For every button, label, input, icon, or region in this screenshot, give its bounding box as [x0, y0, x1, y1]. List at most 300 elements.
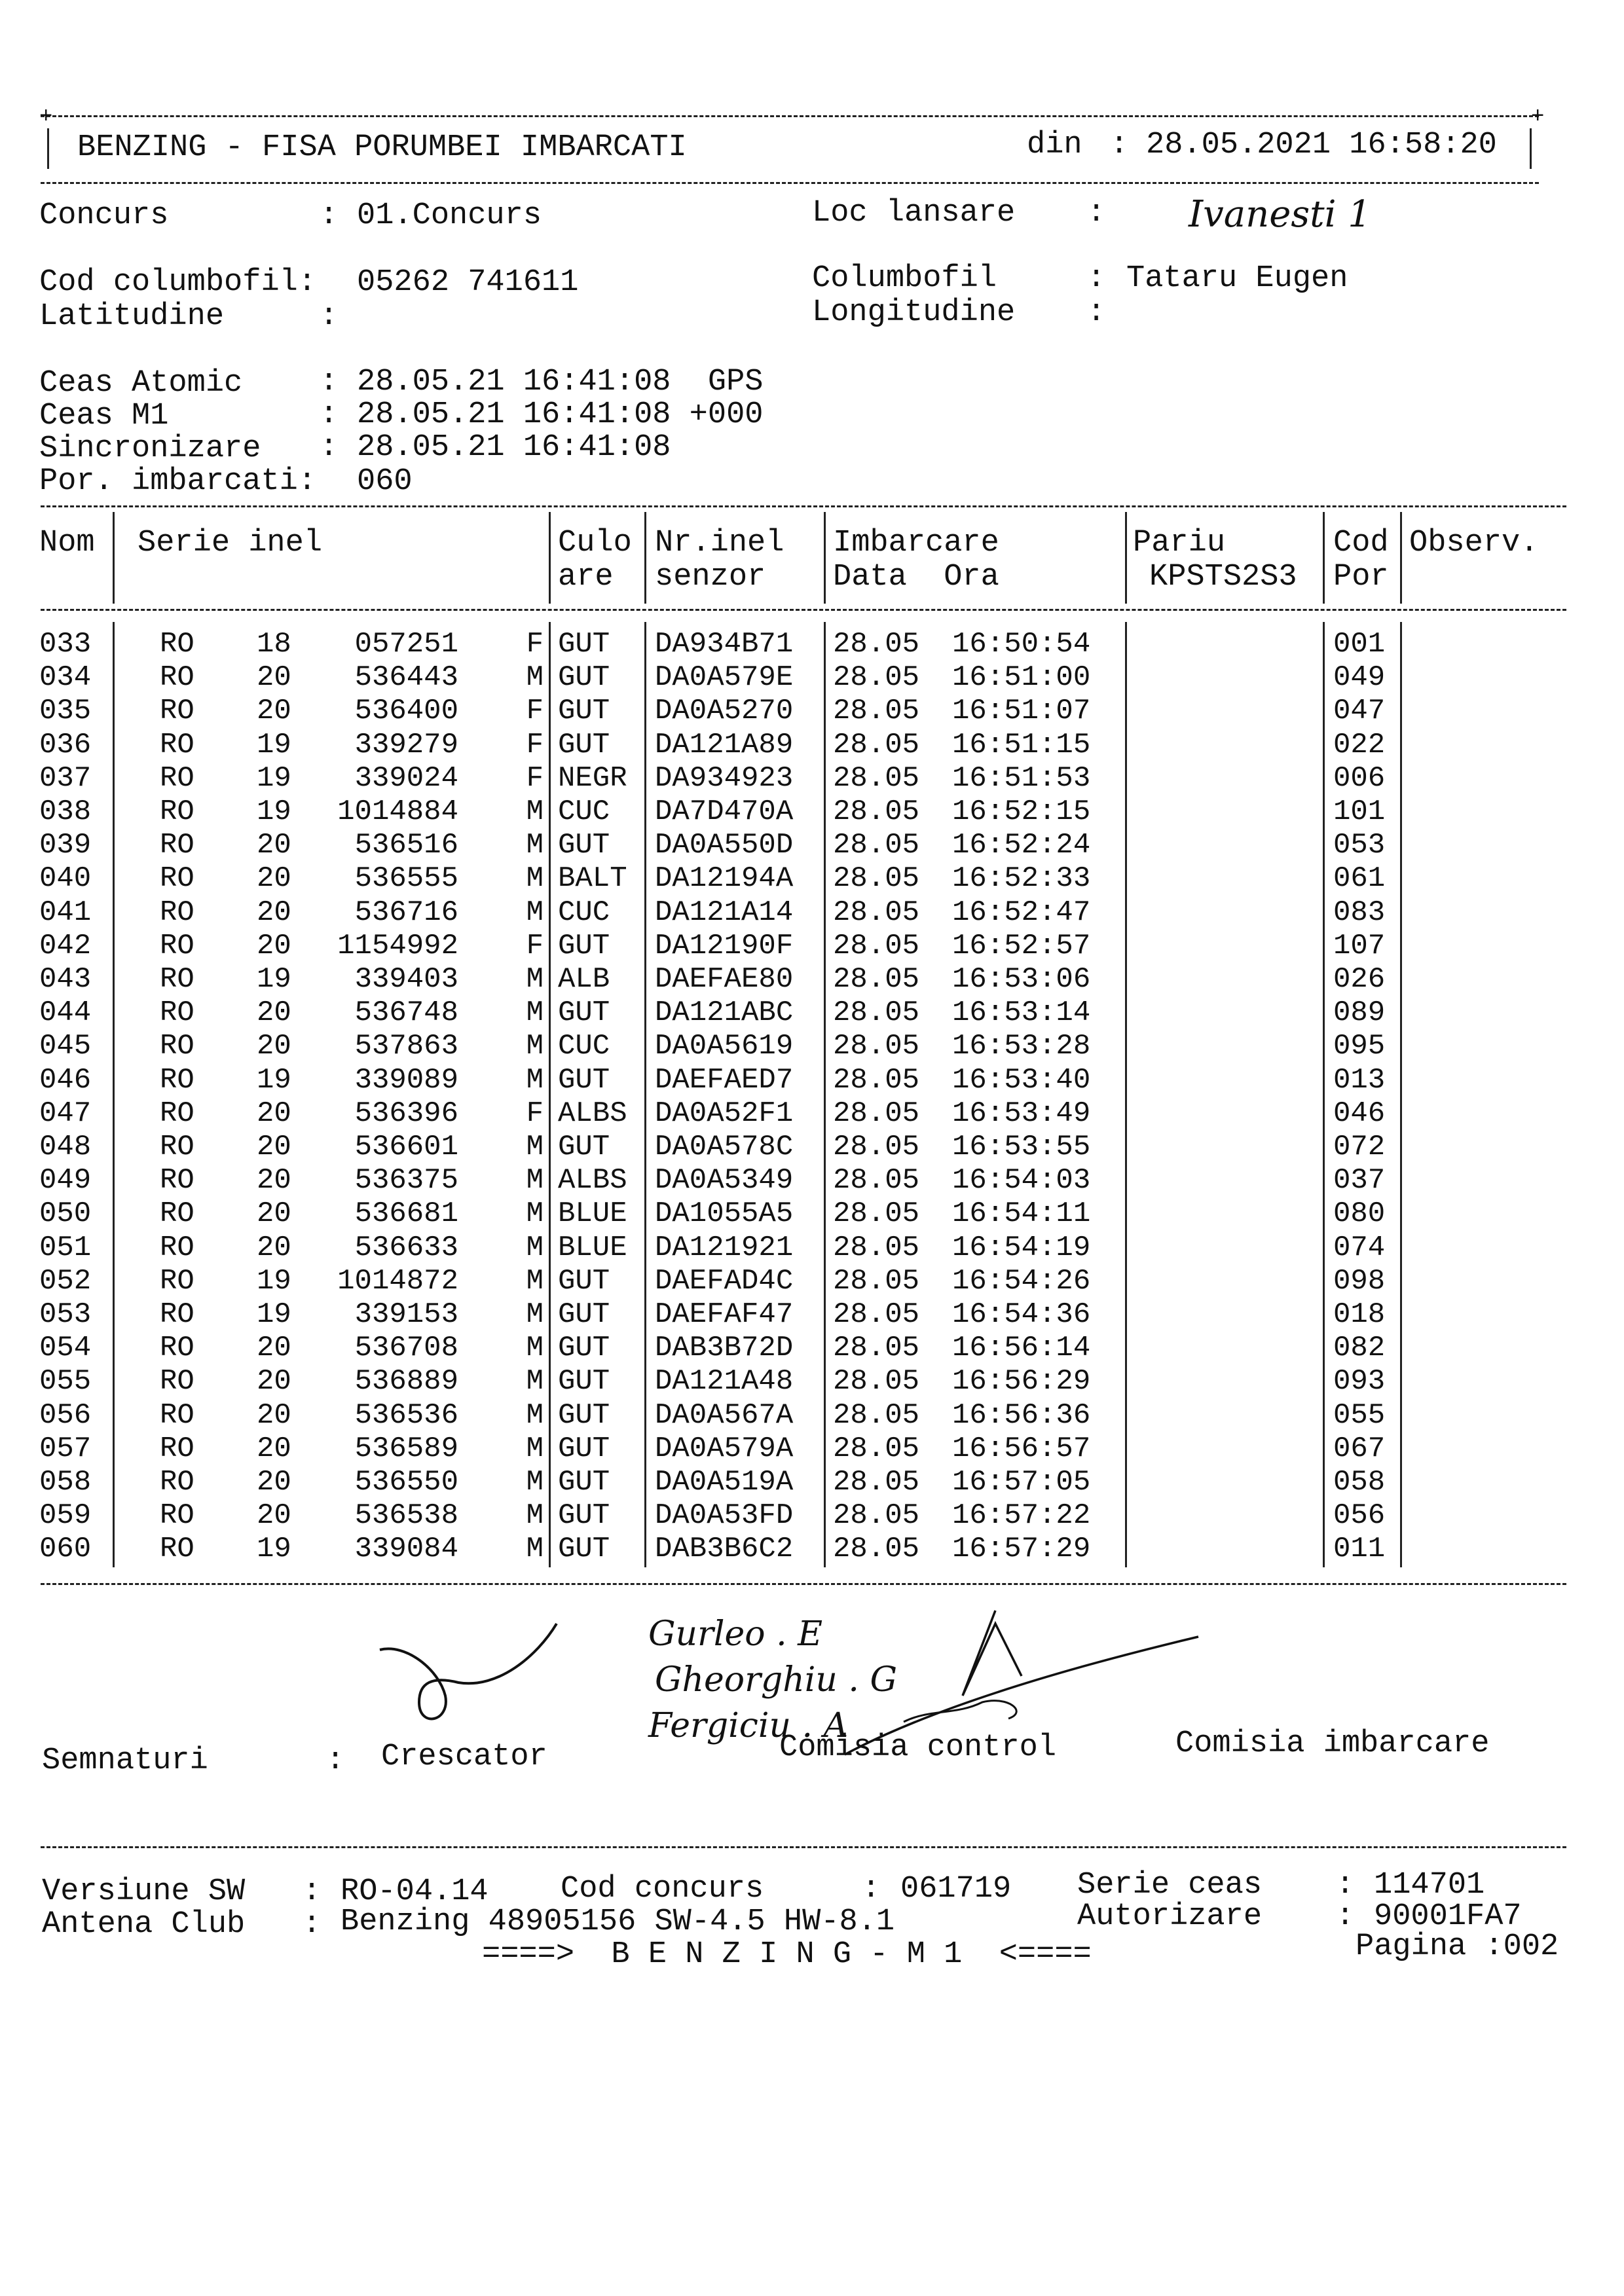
cell-senzor: DA0A5270 [655, 695, 794, 727]
cell-cod: 074 [1333, 1231, 1386, 1264]
cell-culoare: NEGR [558, 762, 627, 795]
por-imbarcati-value: 060 [357, 464, 413, 499]
cell-culoare: GUT [558, 930, 610, 962]
cell-cod: 083 [1333, 896, 1386, 929]
cell-nom: 034 [39, 661, 92, 694]
cell-sex: M [526, 1131, 544, 1163]
cell-ora: 16:54:26 [952, 1265, 1091, 1298]
column-divider [113, 512, 115, 604]
cell-tara: RO [160, 1533, 194, 1565]
cell-nr: 536708 [354, 1332, 458, 1364]
cell-data: 28.05 [833, 1332, 920, 1364]
cell-tara: RO [160, 1466, 194, 1499]
cell-nr: 536443 [354, 661, 458, 694]
cell-nom: 047 [39, 1097, 92, 1130]
cell-senzor: DAEFAED7 [655, 1064, 794, 1097]
cell-cod: 093 [1333, 1365, 1386, 1398]
cell-data: 28.05 [833, 862, 920, 895]
cell-nom: 038 [39, 795, 92, 828]
cell-cod: 072 [1333, 1131, 1386, 1163]
cell-senzor: DAEFAF47 [655, 1298, 794, 1331]
cell-sex: M [526, 1298, 544, 1331]
cell-nom: 037 [39, 762, 92, 795]
cell-an: 20 [257, 661, 291, 694]
cell-data: 28.05 [833, 795, 920, 828]
cell-nr: 339153 [354, 1298, 458, 1331]
cell-nr: 1154992 [337, 930, 458, 962]
cell-nom: 043 [39, 963, 92, 996]
cell-tara: RO [160, 896, 194, 929]
cell-ora: 16:56:14 [952, 1332, 1091, 1364]
column-divider [1400, 622, 1402, 1567]
cell-tara: RO [160, 1164, 194, 1197]
cell-ora: 16:53:28 [952, 1030, 1091, 1063]
cell-senzor: DA0A578C [655, 1131, 794, 1163]
column-divider [549, 622, 551, 1567]
cell-sex: M [526, 1432, 544, 1465]
cell-cod: 053 [1333, 829, 1386, 862]
cell-senzor: DAB3B6C2 [655, 1533, 794, 1565]
cell-culoare: CUC [558, 1030, 610, 1063]
cell-senzor: DA7D470A [655, 795, 794, 828]
cell-ora: 16:56:29 [952, 1365, 1091, 1398]
cell-culoare: GUT [558, 1365, 610, 1398]
cell-cod: 098 [1333, 1265, 1386, 1298]
cell-tara: RO [160, 1197, 194, 1230]
cell-data: 28.05 [833, 1432, 920, 1465]
cell-culoare: GUT [558, 695, 610, 727]
cell-culoare: GUT [558, 1499, 610, 1532]
cell-sex: M [526, 795, 544, 828]
comisia-control-label: Comisia control [779, 1730, 1057, 1765]
cell-nr: 339024 [354, 762, 458, 795]
handwritten-name: Fergiciu . A [648, 1706, 849, 1745]
sincronizare-value: 28.05.21 16:41:08 [357, 430, 671, 465]
column-divider [644, 512, 646, 604]
cell-senzor: DA0A579A [655, 1432, 794, 1465]
sincronizare-label: Sincronizare [39, 431, 261, 466]
column-divider [549, 512, 551, 604]
cell-senzor: DA0A567A [655, 1399, 794, 1432]
cell-data: 28.05 [833, 628, 920, 661]
cell-nom: 044 [39, 996, 92, 1029]
cell-senzor: DA0A5619 [655, 1030, 794, 1063]
cell-culoare: GUT [558, 729, 610, 761]
cell-an: 20 [257, 1231, 291, 1264]
autorizare-label: Autorizare [1077, 1899, 1263, 1934]
cell-data: 28.05 [833, 1064, 920, 1097]
cell-ora: 16:56:36 [952, 1399, 1091, 1432]
col-imbarcare-2: Data Ora [833, 560, 999, 594]
cell-ora: 16:57:22 [952, 1499, 1091, 1532]
cell-nr: 536633 [354, 1231, 458, 1264]
cell-tara: RO [160, 996, 194, 1029]
cell-nr: 536516 [354, 829, 458, 862]
cell-tara: RO [160, 1231, 194, 1264]
cell-sex: F [526, 729, 544, 761]
cell-cod: 018 [1333, 1298, 1386, 1331]
cell-nom: 040 [39, 862, 92, 895]
cell-nr: 536400 [354, 695, 458, 727]
versiune-label: Versiune SW [42, 1874, 246, 1909]
cell-culoare: GUT [558, 1432, 610, 1465]
cell-cod: 061 [1333, 862, 1386, 895]
corner-plus: + [39, 105, 53, 130]
cell-senzor: DA121A89 [655, 729, 794, 761]
cell-nr: 536889 [354, 1365, 458, 1398]
cell-culoare: GUT [558, 1533, 610, 1565]
col-imbarcare-1: Imbarcare [833, 526, 999, 560]
document-title: BENZING - FISA PORUMBEI IMBARCATI [77, 130, 687, 165]
loc-lansare-label: Loc lansare [812, 196, 1016, 230]
cell-culoare: CUC [558, 795, 610, 828]
cell-sex: M [526, 862, 544, 895]
cell-senzor: DA1055A5 [655, 1197, 794, 1230]
column-divider [824, 512, 826, 604]
column-divider [1125, 622, 1127, 1567]
cell-an: 20 [257, 1432, 291, 1465]
cell-senzor: DA0A52F1 [655, 1097, 794, 1130]
cell-tara: RO [160, 1030, 194, 1063]
cell-culoare: GUT [558, 1265, 610, 1298]
cell-an: 19 [257, 1265, 291, 1298]
col-nr-inel-2: senzor [655, 560, 766, 594]
cell-ora: 16:53:06 [952, 963, 1091, 996]
cell-tara: RO [160, 1332, 194, 1364]
cell-nr: 536550 [354, 1466, 458, 1499]
cell-tara: RO [160, 762, 194, 795]
cell-cod: 107 [1333, 930, 1386, 962]
cell-nom: 060 [39, 1533, 92, 1565]
cell-data: 28.05 [833, 762, 920, 795]
ceas-atomic-value: 28.05.21 16:41:08 GPS [357, 365, 764, 399]
cell-sex: M [526, 1197, 544, 1230]
cell-an: 20 [257, 1332, 291, 1364]
cell-data: 28.05 [833, 829, 920, 862]
cell-sex: M [526, 1365, 544, 1398]
cell-sex: F [526, 762, 544, 795]
cell-senzor: DA121921 [655, 1231, 794, 1264]
cell-an: 19 [257, 1533, 291, 1565]
cell-nom: 046 [39, 1064, 92, 1097]
cell-cod: 067 [1333, 1432, 1386, 1465]
cell-data: 28.05 [833, 1365, 920, 1398]
cell-an: 20 [257, 695, 291, 727]
semnaturi-label: Semnaturi [42, 1743, 208, 1778]
cell-culoare: GUT [558, 1064, 610, 1097]
header-right-bar [1530, 128, 1532, 169]
concurs-label: Concurs [39, 198, 169, 233]
cell-nom: 050 [39, 1197, 92, 1230]
cell-senzor: DA0A5349 [655, 1164, 794, 1197]
columbofil-label: Columbofil [812, 261, 997, 296]
cell-sex: M [526, 1332, 544, 1364]
cell-cod: 058 [1333, 1466, 1386, 1499]
cell-nr: 339089 [354, 1064, 458, 1097]
cell-nom: 053 [39, 1298, 92, 1331]
cell-cod: 101 [1333, 795, 1386, 828]
col-culoare-1: Culo [558, 526, 632, 560]
header-left-bar [47, 128, 49, 169]
cell-an: 20 [257, 1030, 291, 1063]
cell-nr: 1014872 [337, 1265, 458, 1298]
col-observ: Observ. [1409, 526, 1539, 560]
cell-sex: M [526, 1030, 544, 1063]
cell-sex: F [526, 695, 544, 727]
cell-cod: 047 [1333, 695, 1386, 727]
column-divider [1323, 512, 1325, 604]
cell-ora: 16:53:14 [952, 996, 1091, 1029]
cell-nr: 536748 [354, 996, 458, 1029]
cell-nom: 052 [39, 1265, 92, 1298]
cell-sex: M [526, 1064, 544, 1097]
cell-data: 28.05 [833, 963, 920, 996]
cell-senzor: DA0A519A [655, 1466, 794, 1499]
cell-ora: 16:52:57 [952, 930, 1091, 962]
cell-tara: RO [160, 628, 194, 661]
cell-nom: 055 [39, 1365, 92, 1398]
cod-concurs-label: Cod concurs [561, 1872, 764, 1906]
cell-data: 28.05 [833, 896, 920, 929]
columbofil-value: Tataru Eugen [1126, 261, 1348, 296]
cell-cod: 001 [1333, 628, 1386, 661]
cell-sex: F [526, 1097, 544, 1130]
latitudine-label: Latitudine [39, 299, 225, 334]
cell-data: 28.05 [833, 1131, 920, 1163]
cell-an: 20 [257, 1197, 291, 1230]
cell-nr: 536375 [354, 1164, 458, 1197]
cell-an: 20 [257, 930, 291, 962]
ceas-m1-label: Ceas M1 [39, 399, 169, 433]
cell-an: 20 [257, 1399, 291, 1432]
cell-culoare: GUT [558, 1298, 610, 1331]
cell-ora: 16:54:19 [952, 1231, 1091, 1264]
cell-tara: RO [160, 862, 194, 895]
cell-culoare: BALT [558, 862, 627, 895]
cell-nr: 536555 [354, 862, 458, 895]
cell-cod: 022 [1333, 729, 1386, 761]
cell-sex: M [526, 963, 544, 996]
column-divider [113, 622, 115, 1567]
cell-senzor: DA0A550D [655, 829, 794, 862]
cell-ora: 16:50:54 [952, 628, 1091, 661]
cell-sex: F [526, 930, 544, 962]
cell-tara: RO [160, 1298, 194, 1331]
cell-culoare: GUT [558, 628, 610, 661]
cell-cod: 089 [1333, 996, 1386, 1029]
cell-data: 28.05 [833, 729, 920, 761]
cell-nom: 036 [39, 729, 92, 761]
col-pariu-1: Pariu [1133, 526, 1226, 560]
cell-nom: 039 [39, 829, 92, 862]
antena-label: Antena Club [42, 1907, 246, 1942]
cell-cod: 082 [1333, 1332, 1386, 1364]
cell-culoare: ALB [558, 963, 610, 996]
table-bottom-rule [41, 1583, 1566, 1585]
cell-nr: 057251 [354, 628, 458, 661]
cell-senzor: DAEFAE80 [655, 963, 794, 996]
cell-culoare: ALBS [558, 1164, 627, 1197]
cell-an: 20 [257, 1131, 291, 1163]
cell-an: 19 [257, 1298, 291, 1331]
cell-tara: RO [160, 1097, 194, 1130]
longitudine-label: Longitudine [812, 295, 1016, 330]
antena-value: Benzing 48905156 SW-4.5 HW-8.1 [341, 1904, 895, 1939]
cell-data: 28.05 [833, 1164, 920, 1197]
header-bottom-rule [41, 609, 1566, 611]
cell-tara: RO [160, 829, 194, 862]
cell-data: 28.05 [833, 1030, 920, 1063]
page-number: Pagina :002 [1356, 1929, 1559, 1964]
cell-cod: 013 [1333, 1064, 1386, 1097]
cell-ora: 16:51:53 [952, 762, 1091, 795]
cell-nr: 536716 [354, 896, 458, 929]
cell-nom: 041 [39, 896, 92, 929]
cell-nr: 536536 [354, 1399, 458, 1432]
cell-an: 20 [257, 1365, 291, 1398]
footer-top-rule [41, 1846, 1566, 1848]
cell-ora: 16:52:47 [952, 896, 1091, 929]
cell-an: 20 [257, 829, 291, 862]
cell-culoare: BLUE [558, 1231, 627, 1264]
cell-senzor: DA121ABC [655, 996, 794, 1029]
concurs-value: 01.Concurs [357, 198, 542, 233]
loc-lansare-handwritten: Ivanesti 1 [1189, 193, 1371, 236]
cell-nr: 339279 [354, 729, 458, 761]
column-divider [1125, 512, 1127, 604]
cell-sex: M [526, 996, 544, 1029]
cell-culoare: GUT [558, 1332, 610, 1364]
cell-cod: 080 [1333, 1197, 1386, 1230]
cell-ora: 16:51:07 [952, 695, 1091, 727]
cell-an: 20 [257, 862, 291, 895]
cell-culoare: GUT [558, 661, 610, 694]
cell-nom: 054 [39, 1332, 92, 1364]
cell-ora: 16:54:03 [952, 1164, 1091, 1197]
cell-sex: M [526, 1466, 544, 1499]
cell-culoare: ALBS [558, 1097, 627, 1130]
cell-nom: 059 [39, 1499, 92, 1532]
col-cod-1: Cod [1333, 526, 1389, 560]
cell-an: 20 [257, 1499, 291, 1532]
cell-sex: M [526, 1265, 544, 1298]
cell-cod: 011 [1333, 1533, 1386, 1565]
cod-columbofil-label: Cod columbofil: [39, 265, 317, 300]
cell-data: 28.05 [833, 996, 920, 1029]
cell-data: 28.05 [833, 1399, 920, 1432]
cell-culoare: GUT [558, 996, 610, 1029]
table-top-rule [41, 505, 1566, 507]
cell-an: 19 [257, 729, 291, 761]
cell-nom: 042 [39, 930, 92, 962]
cell-senzor: DA12194A [655, 862, 794, 895]
col-serie-inel: Serie inel [138, 526, 323, 560]
cell-cod: 026 [1333, 963, 1386, 996]
ceas-m1-value: 28.05.21 16:41:08 +000 [357, 397, 764, 432]
cell-data: 28.05 [833, 930, 920, 962]
cell-senzor: DA0A53FD [655, 1499, 794, 1532]
cell-ora: 16:54:11 [952, 1197, 1091, 1230]
handwritten-name: Gurleo . E [648, 1614, 823, 1654]
cell-tara: RO [160, 695, 194, 727]
cell-an: 19 [257, 795, 291, 828]
cell-ora: 16:53:49 [952, 1097, 1091, 1130]
serie-ceas-value: 114701 [1374, 1868, 1485, 1903]
cell-nr: 536589 [354, 1432, 458, 1465]
cell-sex: M [526, 1399, 544, 1432]
cell-ora: 16:57:05 [952, 1466, 1091, 1499]
por-imbarcati-label: Por. imbarcati: [39, 464, 317, 499]
cell-senzor: DA934B71 [655, 628, 794, 661]
cell-data: 28.05 [833, 695, 920, 727]
cell-ora: 16:52:33 [952, 862, 1091, 895]
cell-an: 20 [257, 996, 291, 1029]
cell-nom: 049 [39, 1164, 92, 1197]
cell-nom: 051 [39, 1231, 92, 1264]
cell-culoare: GUT [558, 1399, 610, 1432]
cell-ora: 16:52:15 [952, 795, 1091, 828]
cell-data: 28.05 [833, 1231, 920, 1264]
cell-an: 20 [257, 1466, 291, 1499]
cell-tara: RO [160, 1432, 194, 1465]
cell-an: 19 [257, 963, 291, 996]
cod-columbofil-value: 05262 741611 [357, 265, 579, 300]
cell-data: 28.05 [833, 1265, 920, 1298]
col-nr-inel-1: Nr.inel [655, 526, 784, 560]
cell-tara: RO [160, 1131, 194, 1163]
col-nom: Nom [39, 526, 95, 560]
cell-ora: 16:51:00 [952, 661, 1091, 694]
cell-nom: 048 [39, 1131, 92, 1163]
cell-nr: 339084 [354, 1533, 458, 1565]
cell-nr: 536396 [354, 1097, 458, 1130]
cell-sex: F [526, 628, 544, 661]
col-pariu-2: KPSTS2S3 [1149, 560, 1297, 594]
cell-senzor: DAEFAD4C [655, 1265, 794, 1298]
cell-data: 28.05 [833, 1197, 920, 1230]
cell-ora: 16:53:40 [952, 1064, 1091, 1097]
cell-data: 28.05 [833, 1533, 920, 1565]
cell-nom: 057 [39, 1432, 92, 1465]
versiune-value: RO-04.14 [341, 1874, 489, 1909]
cell-data: 28.05 [833, 1499, 920, 1532]
cell-cod: 095 [1333, 1030, 1386, 1063]
cell-an: 20 [257, 1164, 291, 1197]
cell-cod: 055 [1333, 1399, 1386, 1432]
cell-cod: 037 [1333, 1164, 1386, 1197]
column-divider [1323, 622, 1325, 1567]
cell-nr: 537863 [354, 1030, 458, 1063]
date-label: din [1027, 128, 1082, 162]
cell-an: 19 [257, 1064, 291, 1097]
cell-data: 28.05 [833, 1466, 920, 1499]
cell-data: 28.05 [833, 1097, 920, 1130]
cell-nom: 033 [39, 628, 92, 661]
cell-nr: 536681 [354, 1197, 458, 1230]
cell-an: 18 [257, 628, 291, 661]
cell-sex: M [526, 829, 544, 862]
cell-tara: RO [160, 729, 194, 761]
cell-data: 28.05 [833, 661, 920, 694]
cell-cod: 056 [1333, 1499, 1386, 1532]
column-divider [1400, 512, 1402, 604]
cell-senzor: DA121A14 [655, 896, 794, 929]
cell-an: 19 [257, 762, 291, 795]
header-bottom-rule [41, 182, 1539, 184]
brand-line: ====> B E N Z I N G - M 1 <==== [482, 1937, 1092, 1972]
header-top-rule [41, 115, 1539, 117]
cell-senzor: DA121A48 [655, 1365, 794, 1398]
